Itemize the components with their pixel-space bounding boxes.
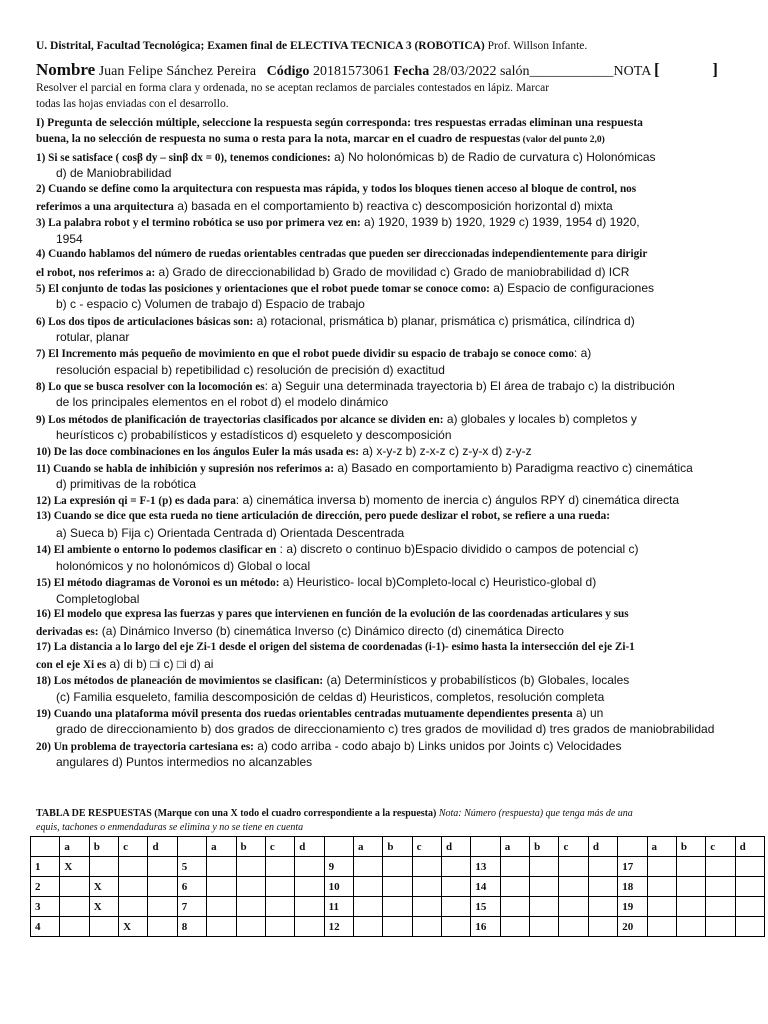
question-number-cell: 3 <box>31 897 60 917</box>
question-line <box>36 248 738 260</box>
question-options: a) Sueca b) Fija c) Orientada Centrada d) Orientada Descentrada <box>56 526 405 540</box>
name-label: Nombre <box>36 60 96 79</box>
question-options: 1954 <box>56 231 83 246</box>
answer-cell-d[interactable] <box>442 917 471 937</box>
question-stem: 18) Los métodos de planeación de movimientos se clasifican: <box>36 675 324 688</box>
question-options: grado de direccionamiento b) dos grados de direccionamiento c) tres grados de movilidad d) tres grados de maniobrabilidad <box>56 722 715 737</box>
question-options: a) Espacio de configuraciones <box>489 280 655 295</box>
question-number-cell: 7 <box>177 897 206 917</box>
answer-cell-b[interactable] <box>530 857 559 877</box>
question-options: : a) discreto o continuo b)Espacio dividido o campos de potencial c) <box>276 542 639 557</box>
option-header: b <box>383 837 412 857</box>
date-label: Fecha <box>393 64 430 79</box>
answer-cell-c[interactable] <box>412 857 441 877</box>
question-line <box>56 428 738 442</box>
grade-bracket-open: [ <box>654 60 660 79</box>
question-options: a) rotacional, prismática b) planar, prismática c) prismática, cilíndrica d) <box>253 313 635 328</box>
question-options: (a) Dinámico Inverso (b) cinemática Inverso (c) Dinámico directo (d) cinemática Directo <box>98 624 564 639</box>
question-line <box>36 183 738 195</box>
answer-cell-a[interactable] <box>207 897 236 917</box>
question-line <box>36 608 738 620</box>
section-heading <box>36 133 738 145</box>
answer-table <box>30 836 765 937</box>
answer-cell-c[interactable] <box>412 877 441 897</box>
answer-cell-d[interactable] <box>295 857 324 877</box>
answer-cell-d[interactable] <box>588 877 617 897</box>
student-code: 20181573061 <box>309 64 390 79</box>
answer-cell-d[interactable] <box>442 877 471 897</box>
option-header: d <box>295 837 324 857</box>
question-options: a) globales y locales b) completos y <box>443 411 637 426</box>
question-line <box>36 444 738 458</box>
answer-cell-c[interactable] <box>412 897 441 917</box>
question-line <box>36 215 738 229</box>
option-header: c <box>265 837 294 857</box>
question-number-cell: 16 <box>471 917 500 937</box>
question-options: a) un <box>572 705 604 720</box>
question-line <box>56 166 738 180</box>
grade-bracket-close: ] <box>712 60 718 79</box>
question-number-header <box>177 837 206 857</box>
question-number-cell: 17 <box>618 857 647 877</box>
answer-cell-d[interactable] <box>148 877 177 897</box>
institution-title: U. Distrital, Facultad Tecnológica; Examen final de ELECTIVA TECNICA 3 (ROBÓTICA) <box>36 40 485 52</box>
question-stem: 5) El conjunto de todas las posiciones y orientaciones que el robot puede tomar se conoce como: <box>36 282 490 295</box>
question-line <box>36 739 738 753</box>
answer-cell-b[interactable] <box>676 897 705 917</box>
question-options: (c) Familia esqueleto, familia descomposición de celdas d) Heuristicos, completos, resolución completa <box>56 689 605 704</box>
answer-cell-b[interactable] <box>676 857 705 877</box>
question-stem: con el eje Xi es <box>36 658 107 671</box>
option-header: d <box>588 837 617 857</box>
answer-cell-b[interactable] <box>530 917 559 937</box>
option-header: a <box>60 837 89 857</box>
question-number-cell: 15 <box>471 897 500 917</box>
answer-cell-a[interactable] <box>60 917 89 937</box>
answer-cell-b[interactable] <box>676 917 705 937</box>
question-line <box>36 673 738 687</box>
question-line <box>36 412 738 426</box>
answer-cell-b[interactable] <box>383 857 412 877</box>
question-options: : a) cinemática inversa b) momento de inercia c) ángulos RPY d) cinemática directa <box>235 493 680 508</box>
question-stem: 8) Lo que se busca resolver con la locomoción es <box>36 380 265 393</box>
answer-cell-d[interactable] <box>442 857 471 877</box>
option-header: c <box>119 837 148 857</box>
question-stem: 4) Cuando hablamos del número de ruedas orientables centradas que pueden ser direccionadas independientemente para dirigir <box>36 248 648 261</box>
student-name: Juan Felipe Sánchez Pereira <box>95 64 257 79</box>
answer-cell-a[interactable] <box>353 897 382 917</box>
option-header: b <box>89 837 118 857</box>
question-options: a) codo arriba - codo abajo b) Links unidos por Joints c) Velocidades <box>253 738 622 753</box>
question-number-cell: 8 <box>177 917 206 937</box>
question-number-cell: 6 <box>177 877 206 897</box>
question-line <box>36 493 738 507</box>
option-header: d <box>735 837 764 857</box>
answer-table-caption <box>36 808 738 819</box>
answer-cell-d[interactable] <box>735 877 764 897</box>
answer-cell-d[interactable] <box>295 897 324 917</box>
question-line <box>56 722 738 736</box>
answer-cell-a[interactable]: X <box>60 857 89 877</box>
question-stem: 16) El modelo que expresa las fuerzas y pares que intervienen en función de la evolución de las coordenadas articulares y sus <box>36 607 629 620</box>
question-options: heurísticos c) probabilísticos y estadísticos d) esqueleto y descomposición <box>56 428 452 442</box>
question-stem: 13) Cuando se dice que esta rueda no tiene articulación de dirección, pero puede deslizar el robot, se refiere a una rueda: <box>36 509 610 522</box>
question-number-header <box>31 837 60 857</box>
option-header: a <box>353 837 382 857</box>
answer-cell-d[interactable] <box>148 897 177 917</box>
question-options: : a) <box>573 346 592 361</box>
question-options: : a) Seguir una determinada trayectoria b) El área de trabajo c) la distribución <box>264 378 675 393</box>
question-options: a) x-y-z b) z-x-z c) z-y-x d) z-y-z <box>359 444 532 459</box>
answer-cell-a[interactable] <box>500 917 529 937</box>
question-number-cell: 9 <box>324 857 353 877</box>
table-row <box>31 917 765 937</box>
question-options: rotular, planar <box>56 329 130 344</box>
question-line <box>56 755 738 769</box>
question-number-cell: 11 <box>324 897 353 917</box>
question-options: a) Heuristico- local b)Completo-local c) Heuristico-global d) <box>279 575 597 590</box>
question-line <box>56 232 738 246</box>
question-line <box>36 314 738 328</box>
question-line <box>36 624 738 638</box>
point-value-note: (valor del punto 2,0) <box>520 135 605 145</box>
question-number-cell: 1 <box>31 857 60 877</box>
answer-cell-d[interactable] <box>588 857 617 877</box>
question-options: resolución espacial b) repetibilidad c) resolución de precisión d) exactitud <box>56 362 445 377</box>
answer-cell-a[interactable] <box>60 877 89 897</box>
answer-cell-b[interactable] <box>89 857 118 877</box>
answer-cell-c[interactable] <box>706 857 735 877</box>
question-stem: 10) De las doce combinaciones en los ángulos Euler la más usada es: <box>36 446 360 459</box>
question-options: d) primitivas de la robótica <box>56 477 197 491</box>
answer-cell-b[interactable]: X <box>89 877 118 897</box>
option-header: c <box>706 837 735 857</box>
question-line <box>56 297 738 311</box>
answer-cell-a[interactable] <box>647 857 676 877</box>
answer-cell-c[interactable] <box>265 917 294 937</box>
question-options: a) di b) □i c) □i d) ai <box>106 656 214 671</box>
answer-cell-c[interactable] <box>265 857 294 877</box>
code-label: Código <box>266 64 310 79</box>
answer-cell-c[interactable] <box>119 897 148 917</box>
question-line <box>36 199 738 213</box>
question-line <box>36 575 738 589</box>
question-line <box>56 526 738 540</box>
question-line <box>36 346 738 360</box>
question-number-cell: 2 <box>31 877 60 897</box>
question-stem: 6) Los dos tipos de articulaciones básicas son: <box>36 315 254 328</box>
answer-cell-a[interactable] <box>500 857 529 877</box>
answer-cell-d[interactable] <box>735 857 764 877</box>
table-row <box>31 877 765 897</box>
answer-cell-b[interactable] <box>236 857 265 877</box>
question-line <box>56 592 738 606</box>
answer-cell-d[interactable] <box>148 917 177 937</box>
caption-note: Nota: Número (respuesta) que tenga más de una <box>436 808 633 819</box>
question-stem: 2) Cuando se define como la arquitectura con respuesta mas rápida, y todos los bloques tienen acceso al bloque de control, nos <box>36 182 637 195</box>
question-options: de los principales elementos en el robot d) el modelo dinámico <box>56 395 389 410</box>
answer-cell-b[interactable] <box>383 877 412 897</box>
instructions-line: todas las hojas enviadas con el desarrollo. <box>36 98 229 110</box>
answer-cell-c[interactable] <box>706 917 735 937</box>
question-line <box>36 542 738 556</box>
answer-cell-b[interactable] <box>530 877 559 897</box>
question-options: (a) Determinísticos y probabilísticos (b) Globales, locales <box>323 673 630 688</box>
question-stem: 15) El método diagramas de Voronoi es un método: <box>36 577 280 590</box>
option-header: b <box>530 837 559 857</box>
question-line <box>56 330 738 344</box>
answer-cell-b[interactable]: X <box>89 897 118 917</box>
answer-cell-a[interactable] <box>207 877 236 897</box>
answer-cell-d[interactable] <box>442 897 471 917</box>
option-header: b <box>676 837 705 857</box>
answer-cell-c[interactable] <box>706 897 735 917</box>
answer-cell-c[interactable] <box>119 857 148 877</box>
answer-cell-b[interactable] <box>89 917 118 937</box>
answer-cell-d[interactable] <box>295 877 324 897</box>
option-header: b <box>236 837 265 857</box>
question-stem: 3) La palabra robot y el termino robótica se uso por primera vez en: <box>36 217 361 230</box>
question-line <box>36 461 738 475</box>
question-number-cell: 5 <box>177 857 206 877</box>
question-line <box>36 706 738 720</box>
answer-cell-c[interactable]: X <box>119 917 148 937</box>
section-heading-text: buena, la no selección de respuesta no suma o resta para la nota, marcar en el cuadro de respuestas <box>36 133 521 145</box>
answer-cell-c[interactable] <box>559 877 588 897</box>
question-stem: 19) Cuando una plataforma móvil presenta dos ruedas orientables centradas mutuamente dependientes presenta <box>36 707 573 720</box>
question-options: a) Grado de direccionabilidad b) Grado de movilidad c) Grado de maniobrabilidad d) ICR <box>155 264 630 279</box>
question-stem: 20) Un problema de trayectoria cartesiana es: <box>36 740 254 753</box>
answer-cell-c[interactable] <box>559 857 588 877</box>
answer-table-header <box>31 837 765 857</box>
answer-cell-d[interactable] <box>735 897 764 917</box>
professor-name: Prof. Willson Infante. <box>484 40 588 52</box>
answer-cell-b[interactable] <box>676 877 705 897</box>
answer-cell-c[interactable] <box>706 877 735 897</box>
answer-cell-c[interactable] <box>559 917 588 937</box>
question-number-cell: 19 <box>618 897 647 917</box>
question-number-cell: 13 <box>471 857 500 877</box>
answer-cell-d[interactable] <box>735 917 764 937</box>
answer-cell-a[interactable] <box>353 857 382 877</box>
question-options: holonómicos y no holonómicos d) Global o local <box>56 558 311 573</box>
table-row <box>31 857 765 877</box>
question-line <box>36 265 738 279</box>
question-options: a) Basado en comportamiento b) Paradigma reactivo c) cinemática <box>333 460 693 475</box>
answer-cell-c[interactable] <box>265 877 294 897</box>
question-stem: 9) Los métodos de planificación de trayectorias clasificados por alcance se dividen en: <box>36 413 444 426</box>
question-options: d) de Maniobrabilidad <box>56 166 172 181</box>
instructions-line: Resolver el parcial en forma clara y ordenada, no se aceptan reclamos de parciales contestados en lápiz. Marcar <box>36 82 550 94</box>
question-stem: derivadas es: <box>36 626 99 639</box>
answer-cell-c[interactable] <box>119 877 148 897</box>
answer-cell-b[interactable] <box>236 897 265 917</box>
question-line <box>56 363 738 377</box>
answer-cell-b[interactable] <box>383 897 412 917</box>
answer-cell-d[interactable] <box>588 897 617 917</box>
question-line <box>36 150 738 164</box>
question-options: angulares d) Puntos intermedios no alcanzables <box>56 755 313 769</box>
answer-cell-a[interactable] <box>207 857 236 877</box>
question-options: a) basada en el comportamiento b) reactiva c) descomposición horizontal d) mixta <box>173 199 613 214</box>
answer-cell-d[interactable] <box>295 917 324 937</box>
question-number-cell: 18 <box>618 877 647 897</box>
answer-cell-a[interactable] <box>500 877 529 897</box>
question-stem: 1) Si se satisface ( cosβ dy – sinβ dx = 0), tenemos condiciones: <box>36 152 331 164</box>
answer-cell-a[interactable] <box>647 917 676 937</box>
caption-text: TABLA DE RESPUESTAS (Marque con una X todo el cuadro correspondiente a la respuesta) <box>36 808 437 819</box>
answer-cell-a[interactable] <box>207 917 236 937</box>
student-info <box>36 60 738 80</box>
exam-date: 28/03/2022 <box>429 64 497 79</box>
question-stem: 11) Cuando se habla de inhibición y supresión nos referimos a: <box>36 462 334 475</box>
question-stem: 17) La distancia a lo largo del eje Zi-1 desde el origen del sistema de coordenadas (i-1)- esimo hasta la intersección del eje Zi-1 <box>36 640 635 653</box>
question-options: a) 1920, 1939 b) 1920, 1929 c) 1939, 1954 d) 1920, <box>360 215 640 230</box>
table-row <box>31 897 765 917</box>
section-heading: I) Pregunta de selección múltiple, seleccione la respuesta según corresponda: tres respuestas erradas eliminan una respuesta <box>36 117 643 129</box>
option-header: a <box>500 837 529 857</box>
option-header: a <box>207 837 236 857</box>
caption-note-2: equis, tachones o enmendaduras se elimina y no se tiene en cuenta <box>36 822 304 833</box>
option-header: a <box>647 837 676 857</box>
question-stem: 14) El ambiente o entorno lo podemos clasificar en <box>36 544 277 557</box>
answer-cell-b[interactable] <box>383 917 412 937</box>
answer-cell-d[interactable] <box>148 857 177 877</box>
answer-cell-d[interactable] <box>588 917 617 937</box>
answer-cell-a[interactable] <box>500 897 529 917</box>
question-line <box>36 657 738 671</box>
answer-cell-b[interactable] <box>530 897 559 917</box>
option-header: d <box>442 837 471 857</box>
answer-cell-c[interactable] <box>412 917 441 937</box>
answer-cell-a[interactable] <box>60 897 89 917</box>
question-line <box>36 510 738 522</box>
question-line <box>56 559 738 573</box>
question-line <box>36 379 738 393</box>
option-header: c <box>412 837 441 857</box>
question-stem: referimos a una arquitectura <box>36 201 174 214</box>
option-header: c <box>559 837 588 857</box>
answer-cell-c[interactable] <box>265 897 294 917</box>
question-line <box>36 641 738 653</box>
question-stem: 12) La expresión qi = F-1 (p) es dada para <box>36 495 236 508</box>
question-number-cell: 12 <box>324 917 353 937</box>
question-line <box>56 690 738 704</box>
question-line <box>56 395 738 409</box>
answer-cell-c[interactable] <box>559 897 588 917</box>
question-options: a) No holonómicas b) de Radio de curvatura c) Holonómicas <box>330 150 656 164</box>
room-grade-label: salón____________NOTA <box>499 64 651 79</box>
answer-cell-a[interactable] <box>647 897 676 917</box>
question-stem: el robot, nos referimos a: <box>36 266 156 279</box>
option-header: d <box>148 837 177 857</box>
question-line <box>36 281 738 295</box>
question-options: Completoglobal <box>56 591 140 606</box>
exam-header <box>36 40 738 52</box>
question-stem: 7) El Incremento más pequeño de movimiento en que el robot puede dividir su espacio de trabajo se conoce como <box>36 348 574 361</box>
question-number-cell: 20 <box>618 917 647 937</box>
question-options: b) c - espacio c) Volumen de trabajo d) Espacio de trabajo <box>56 297 365 312</box>
answer-cell-a[interactable] <box>353 917 382 937</box>
answer-cell-a[interactable] <box>353 877 382 897</box>
question-number-cell: 14 <box>471 877 500 897</box>
question-number-header <box>618 837 647 857</box>
question-number-header <box>324 837 353 857</box>
question-line <box>56 477 738 491</box>
question-number-header <box>471 837 500 857</box>
answer-cell-b[interactable] <box>236 877 265 897</box>
question-number-cell: 10 <box>324 877 353 897</box>
answer-cell-a[interactable] <box>647 877 676 897</box>
answer-cell-b[interactable] <box>236 917 265 937</box>
question-number-cell: 4 <box>31 917 60 937</box>
